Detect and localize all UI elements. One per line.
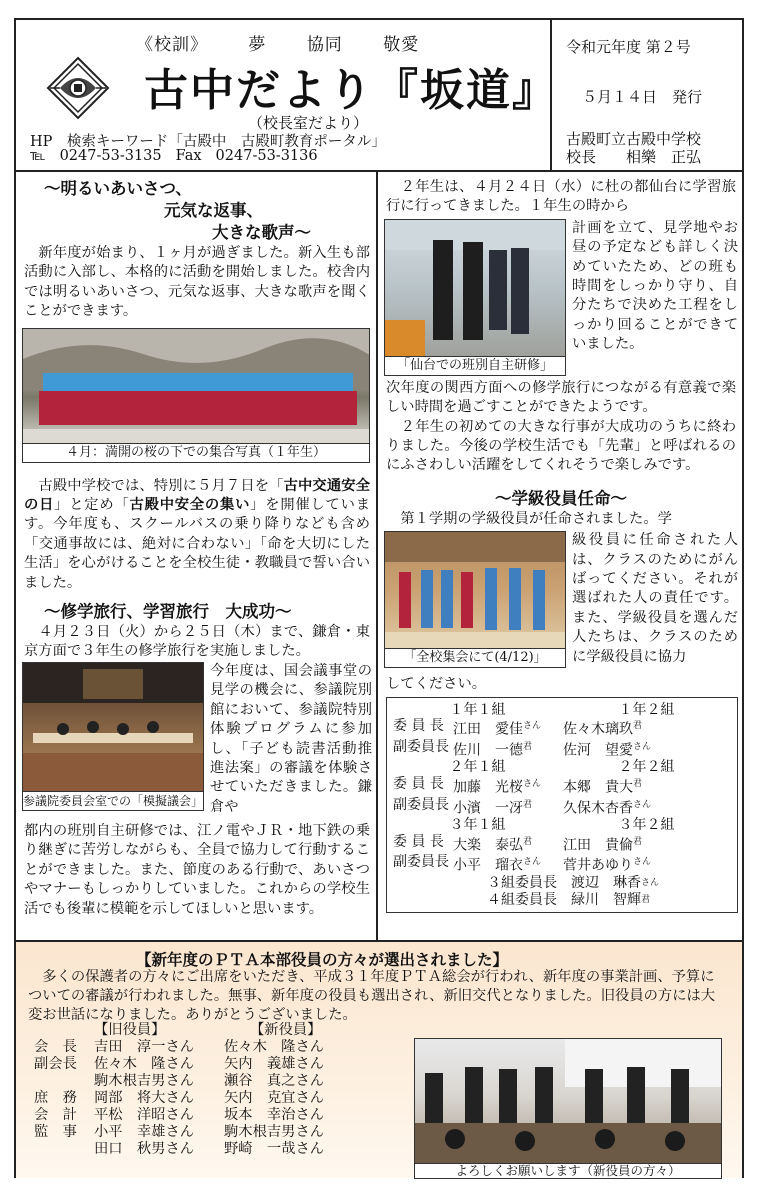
class-3-2-label: ３年２組: [618, 817, 675, 834]
pta-list-header: [34, 1022, 414, 1039]
honorific: 君: [523, 799, 533, 810]
safety-paragraph: [24, 477, 370, 593]
pta-new-name: 矢内 克宜さん: [224, 1090, 325, 1106]
assembly-photo-caption: 参議院委員会室での「模擬議会」: [22, 792, 204, 811]
pta-role: 会 長: [34, 1039, 77, 1055]
pta-old-name: 吉田 淳一さん: [94, 1039, 195, 1055]
assembly-officer-photo-drawing: [385, 532, 565, 649]
newsletter-page: [14, 18, 744, 1178]
sendai-photo-caption: 「仙台での班別自主研修」: [384, 357, 566, 376]
pta-section: [16, 940, 742, 1178]
motto-respect: 敬愛: [383, 35, 420, 55]
pta-role: 庶 務: [34, 1090, 77, 1106]
old-officers-heading: 【旧役員】: [94, 1022, 166, 1038]
new-officers-heading: 【新役員】: [250, 1022, 322, 1038]
school-trip-heading: ～修学旅行、学習旅行 大成功～: [44, 602, 292, 622]
honorific: さん: [523, 779, 542, 790]
officer-name: [563, 739, 651, 759]
pta-photo-caption: よろしくお願いします（新役員の方々）: [414, 1164, 722, 1179]
pta-new-name: 佐々木 隆さん: [224, 1039, 325, 1055]
pta-new-name: 野崎 一哉さん: [224, 1141, 325, 1157]
officer-name: [563, 854, 651, 874]
masthead: [16, 20, 742, 172]
officer-side-paragraph: 級役員に任命された人は、クラスのためにがんばってください。それが選ばれた人の責任です。また、学級役員を選んだ人たちは、クラスのために学級役員に協力: [572, 532, 738, 665]
principal-name: 校長 相樂 正弘: [566, 148, 702, 166]
officer-role: 委 員 長: [393, 776, 444, 793]
officer-name: [563, 797, 651, 817]
officer-name-text: 久保木杏香: [563, 800, 633, 817]
honorific: さん: [633, 799, 652, 810]
class-2-2-label: ２年２組: [618, 759, 675, 776]
motto-label: 《校訓》: [136, 35, 208, 55]
safety-day-name: 古中交通安全の日: [24, 477, 370, 514]
officer-name: [453, 834, 563, 854]
group-photo-drawing: [23, 329, 370, 444]
officer-name-text: 小平 瑠衣: [453, 857, 523, 874]
honorific: 君: [633, 721, 643, 732]
officer-name-text: 江田 貴倫: [563, 837, 633, 854]
issue-number: 令和元年度 第２号: [566, 38, 691, 56]
officer-name-text: 本郷 貴大: [563, 779, 633, 796]
sendai-side-paragraph: 計画を立て、見学地やお昼の予定なども詳しく決めていたため、どの班も時間をしっかり守り、自分たちで決めた工程をしっかり回ることができていました。: [572, 219, 738, 353]
officer-row: [393, 739, 731, 759]
officer-name: [563, 834, 642, 854]
officer-name-text: 大楽 泰弘: [453, 837, 523, 854]
pta-role: 監 事: [34, 1124, 77, 1140]
officer-role: 委 員 長: [393, 718, 444, 735]
officer-closing: してください。: [386, 676, 487, 693]
officer-name: [453, 718, 563, 738]
greeting-heading-3: 大きな歌声～: [212, 223, 311, 242]
pta-row: [34, 1073, 414, 1090]
officer-name-text: 江田 愛佳: [453, 722, 523, 739]
safety-meeting-name: 古殿中安全の集い: [129, 497, 251, 514]
trip-continued-paragraph: 都内の班別自主研修では、江ノ電やＪＲ・地下鉄の乗り継ぎに苦労しながらも、全員で協力して行動することができました。また、節度のある行動で、あいさつやマナーもしっかりしていました。これからの学校生活でも後輩に模範を示してほしいと思います。: [24, 822, 370, 917]
officer-role: 副委員長: [393, 738, 449, 755]
sendai-photo-image: [384, 219, 566, 357]
officer-role: 副委員長: [393, 854, 449, 871]
safety-text-c: 」と定め「: [54, 497, 130, 514]
class-3-1-label: ３年１組: [449, 817, 506, 834]
officer-name-text: 佐々木璃玖: [563, 722, 633, 739]
school-trip-paragraph: ４月２３日（火）から２５日（木）まで、鎌倉・東京方面で３年生の修学旅行を実施しました。: [24, 624, 370, 660]
pta-role: 会 計: [34, 1107, 77, 1123]
sendai-photo-drawing: [385, 220, 565, 357]
assembly-photo-drawing: [23, 663, 203, 792]
safety-text-a: 古殿中学校では、特別に５月７日を「: [24, 477, 284, 494]
officer-name: [453, 854, 563, 874]
fax-label: Fax: [175, 148, 202, 164]
officer-row: [393, 776, 731, 796]
officer-name-text: 小濱 一冴: [453, 800, 523, 817]
officer-name-text: ３組委員長 渡辺 琳香: [487, 874, 641, 891]
officer-name-text: 加藤 光桜: [453, 779, 523, 796]
officer-row: [393, 892, 731, 909]
trip-photo-block: [22, 662, 370, 822]
pta-row: [34, 1107, 414, 1124]
trip-side-paragraph: 今年度は、国会議事堂の見学の機会に、参議院別館において、参議院特別体験プログラムに参加し、「子ども読書活動推進法案」の審議を体験させていただきました。鎌倉や: [210, 662, 372, 815]
officer-name-text: 菅井あゆり: [563, 857, 633, 874]
officer-name: [563, 718, 642, 738]
pta-row: [34, 1090, 414, 1107]
honorific: 君: [523, 741, 533, 752]
officer-name-text: 佐河 望愛: [563, 742, 633, 759]
class-officer-heading: ～学級役員任命～: [495, 488, 627, 508]
newsletter-subtitle: （校長室だより）: [248, 114, 369, 132]
sendai-continued-paragraph: 次年度の関西方面への修学旅行につながる有意義で楽しい時間を過ごすことができたようです。: [386, 379, 736, 416]
assembly-officer-photo-image: [384, 531, 566, 649]
right-column: [380, 172, 742, 940]
school-name: 古殿町立古殿中学校: [566, 130, 702, 148]
assembly-photo-image: [22, 662, 204, 792]
class-officer-intro: 第１学期の学級役員が任命されました。学: [386, 510, 672, 527]
honorific: さん: [641, 877, 660, 888]
pta-new-name: 坂本 幸治さん: [224, 1107, 325, 1123]
greeting-paragraph: 新年度が始まり、１ヶ月が過ぎました。新入生も部活動に入部し、本格的に活動を開始しました。校舎内では明るいあいさつ、元気な返事、大きな歌声を聞くことができます。: [24, 245, 370, 320]
pta-old-name: 平松 洋昭さん: [94, 1107, 195, 1123]
officer-name: [563, 776, 642, 796]
contact-numbers: [30, 148, 332, 164]
motto-cooperation: 協同: [306, 35, 343, 55]
officer-name: [453, 797, 563, 817]
newsletter-title: 古中だより『坂道』: [144, 65, 558, 116]
sendai-trip-paragraph: ２年生は、４月２４日（水）に杜の都仙台に学習旅行に行ってきました。１年生の時から: [386, 179, 736, 215]
class-1-1-label: １年１組: [449, 701, 506, 718]
pta-old-name: 駒木根吉男さん: [94, 1073, 195, 1089]
officer-row: [393, 797, 731, 817]
officer-role: 委 員 長: [393, 833, 444, 850]
grade3-header: [393, 817, 731, 834]
pta-role: [34, 1141, 94, 1158]
fax-number: 0247-53-3136: [215, 148, 318, 164]
officer-row: [393, 834, 731, 854]
grade1-header: [393, 702, 731, 719]
pta-officer-list: [34, 1022, 414, 1158]
honorific: さん: [633, 741, 652, 752]
officer-photo-block: [384, 531, 736, 675]
pta-old-name: 佐々木 隆さん: [94, 1056, 195, 1072]
honorific: 君: [523, 836, 533, 847]
honorific: さん: [633, 857, 652, 868]
motto-dream: 夢: [248, 35, 267, 55]
pta-title: 【新年度のＰＴＡ本部役員の方々が選出されました】: [136, 950, 509, 969]
officer-row: [393, 875, 731, 892]
school-emblem-icon: [46, 56, 110, 120]
sendai-photo-group: [384, 219, 566, 376]
honorific: 君: [633, 779, 643, 790]
pta-old-name: 田口 秋男さん: [94, 1141, 195, 1157]
pta-old-name: 岡部 将大さん: [94, 1090, 195, 1106]
greeting-heading-1: ～明るいあいさつ、: [44, 179, 192, 198]
pta-new-name: 矢内 義雄さん: [224, 1056, 325, 1072]
pta-role: 副会長: [34, 1056, 77, 1072]
group-photo-image: [22, 328, 370, 444]
pta-new-name: 瀬谷 真之さん: [224, 1073, 325, 1089]
pta-new-name: 駒木根吉男さん: [224, 1124, 325, 1140]
pta-photo-image: [414, 1038, 722, 1164]
officer-name-text: 佐川 一德: [453, 742, 523, 759]
left-column: [16, 172, 378, 940]
officer-row: [393, 718, 731, 738]
honorific: さん: [523, 857, 542, 868]
pta-row: [34, 1056, 414, 1073]
pta-photo-drawing: [415, 1039, 721, 1163]
homepage-search: HP 検索キーワード「古殿中 古殿町教育ポータル」: [30, 134, 386, 150]
pta-row: [34, 1039, 414, 1056]
officer-role: 副委員長: [393, 796, 449, 813]
tel-label: ℡: [30, 148, 46, 164]
school-motto: [136, 30, 453, 55]
honorific: 君: [641, 894, 651, 905]
safety-text-e: 」を開催しています。今年度も、スクールバスの乗り降りなども含め「交通事故には、絶対に合わない」「命を大切にした生活」を心がけることを全校生徒・教職員で誓い合いました。: [24, 497, 371, 591]
issue-info: [554, 20, 742, 170]
photo-group-first-year: [22, 328, 370, 463]
assembly-officer-photo-group: [384, 531, 566, 668]
grade2-header: [393, 759, 731, 776]
pta-old-name: 小平 幸雄さん: [94, 1124, 195, 1140]
officer-row: [393, 854, 731, 874]
officer-name-text: ４組委員長 緑川 智輝: [487, 891, 641, 908]
class-1-2-label: １年２組: [618, 701, 675, 718]
pta-paragraph: 多くの保護者の方々にご出席をいただき、平成３１年度ＰＴＡ総会が行われ、新年度の事業計画、予算についての審議が行われました。無事、新年度の役員も選出され、新旧交代となりました。旧役員の方には大変お世話になりました。ありがとうございました。: [28, 969, 716, 1023]
honorific: 君: [633, 836, 643, 847]
pta-row: [34, 1141, 414, 1158]
honorific: さん: [523, 721, 542, 732]
tel-number: 0247-53-3135: [59, 148, 162, 164]
pta-role: [34, 1073, 94, 1090]
class-2-1-label: ２年１組: [449, 759, 506, 776]
sendai-photo-block: [384, 219, 736, 379]
class-officer-list: [386, 697, 738, 914]
issue-date: ５月１４日 発行: [582, 88, 703, 106]
second-year-summary: ２年生の初めての大きな行事が大成功のうちに終わりました。今後の学校生活でも「先輩」と呼ばれるのにふさわしい活躍をしてくれそうで楽しみです。: [386, 418, 736, 474]
assembly-officer-photo-caption: 「全校集会にて(4/12)」: [384, 649, 566, 668]
greeting-heading-2: 元気な返事、: [164, 201, 263, 220]
assembly-photo-group: [22, 662, 204, 811]
pta-row: [34, 1124, 414, 1141]
officer-name: [453, 739, 563, 759]
group-photo-caption: ４月：満開の桜の下での集合写真（１年生）: [22, 444, 370, 463]
masthead-main: [16, 20, 558, 170]
officer-name: [453, 776, 563, 796]
